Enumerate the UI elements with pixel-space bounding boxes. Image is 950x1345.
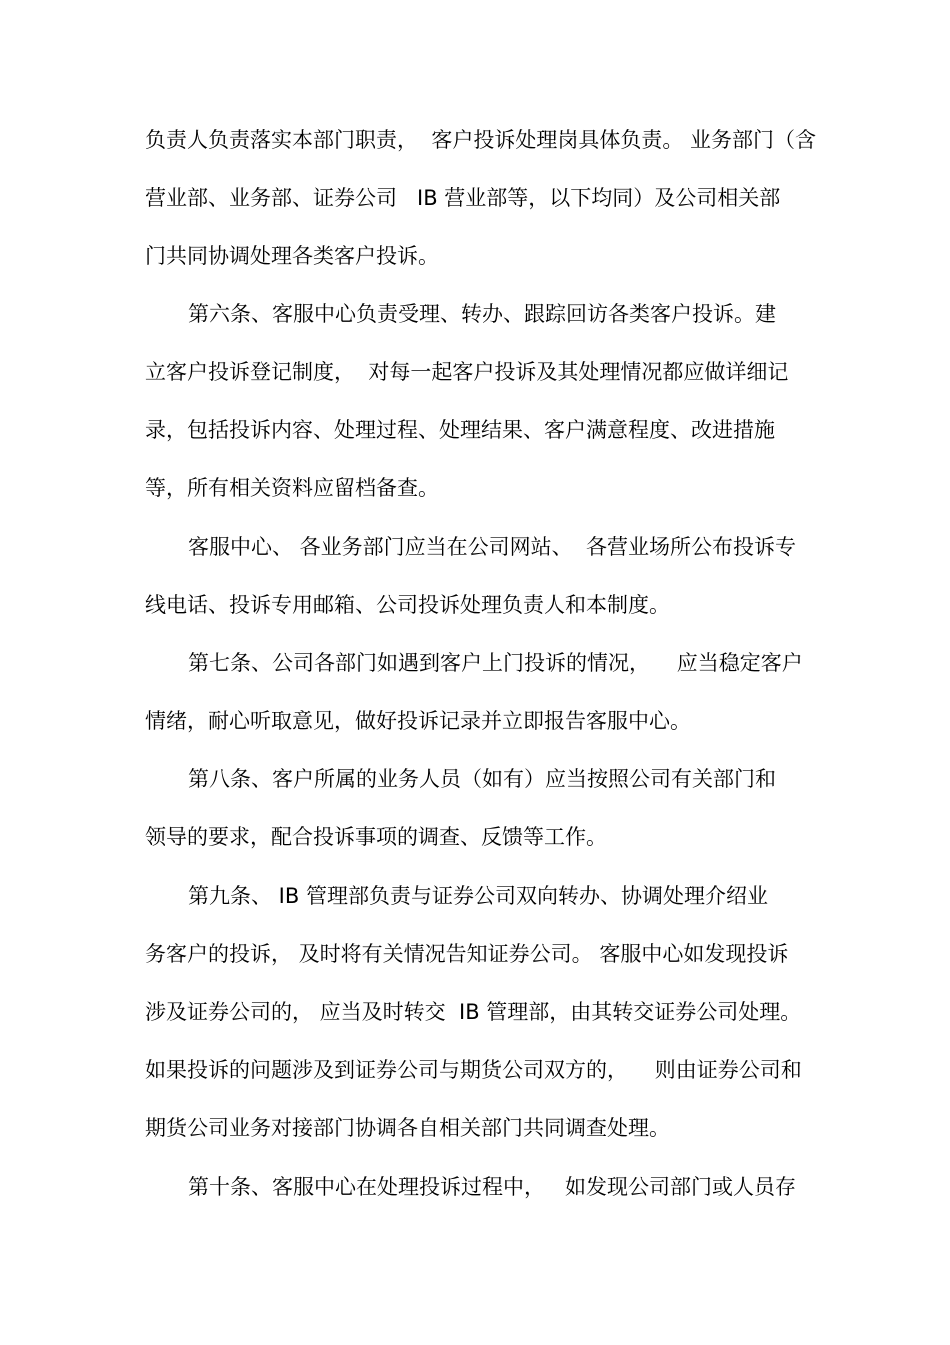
text-line-6: 录，包括投诉内容、处理过程、处理结果、客户满意程度、改进措施 [145,418,775,442]
text-line-2: 营业部、业务部、证券公司 IB 营业部等，以下均同）及公司相关部 [145,186,781,210]
text-line-17: 如果投诉的问题涉及到证券公司与期货公司双方的， 则由证券公司和 [145,1058,802,1082]
text-line-18: 期货公司业务对接部门协调各自相关部门共同调查处理。 [145,1116,670,1140]
article-8-line-1: 第八条、客户所属的业务人员（如有）应当按照公司有关部门和 [188,767,776,791]
article-6-line-1: 第六条、客服中心负责受理、转办、跟踪回访各类客户投诉。建 [188,302,776,326]
text-line-3: 门共同协调处理各类客户投诉。 [145,244,439,268]
text-line-1: 负责人负责落实本部门职责， 客户投诉处理岗具体负责。 业务部门（含 [145,128,817,152]
text-line-7: 等，所有相关资料应留档备查。 [145,476,439,500]
text-line-15: 务客户的投诉， 及时将有关情况告知证券公司。 客服中心如发现投诉 [145,942,789,966]
article-10-line-1: 第十条、客服中心在处理投诉过程中， 如发现公司部门或人员存 [188,1175,797,1199]
article-9-line-1: 第九条、 IB 管理部负责与证券公司双向转办、协调处理介绍业 [188,884,768,908]
text-line-11: 情绪，耐心听取意见，做好投诉记录并立即报告客服中心。 [145,709,691,733]
text-line-9: 线电话、投诉专用邮箱、公司投诉处理负责人和本制度。 [145,593,670,617]
text-line-13: 领导的要求，配合投诉事项的调查、反馈等工作。 [145,825,607,849]
article-7-line-1: 第七条、公司各部门如遇到客户上门投诉的情况， 应当稳定客户 [188,651,803,675]
text-line-16: 涉及证券公司的， 应当及时转交 IB 管理部，由其转交证券公司处理。 [145,1000,802,1024]
text-line-5: 立客户投诉登记制度， 对每一起客户投诉及其处理情况都应做详细记 [145,360,789,384]
paragraph-line-1: 客服中心、 各业务部门应当在公司网站、 各营业场所公布投诉专 [188,535,797,559]
